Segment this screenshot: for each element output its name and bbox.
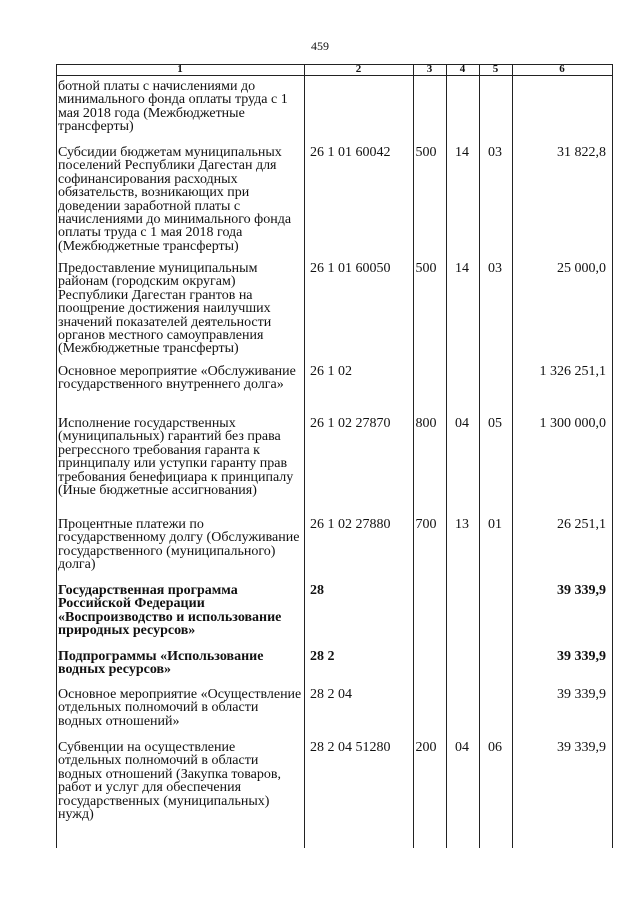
row-name: Основное мероприятие «Осуществление отдельных полномочий в области водных отношений» <box>58 687 302 729</box>
row-amount: 31 822,8 <box>557 145 606 160</box>
column-divider <box>413 64 414 848</box>
row-c3: 200 <box>415 740 437 755</box>
row-c4: 04 <box>455 740 469 755</box>
column-divider <box>512 64 513 848</box>
column-divider <box>446 64 447 848</box>
row-amount: 1 326 251,1 <box>539 364 606 379</box>
page-number: 459 <box>311 39 329 53</box>
row-name: Государственная программа Российской Федерации «Воспроизводство и использование природных ресурсов» <box>58 583 282 639</box>
row-name: Исполнение государственных (муниципальных) гарантий без права регрессного требования гаранта к принципалу или уступки гаранту прав требования бенефициара к принципалу (Иные бюджетные ассигнования) <box>58 416 294 499</box>
column-divider <box>304 64 305 848</box>
row-code: 28 2 <box>310 649 335 664</box>
column-divider <box>56 64 57 848</box>
row-c4: 14 <box>455 145 469 160</box>
row-name: ботной платы с начислениями до минимального фонда оплаты труда с 1 мая 2018 года (Межбюджетные трансферты) <box>58 79 288 135</box>
row-c5: 06 <box>488 740 502 755</box>
row-c4: 14 <box>455 261 469 276</box>
row-code: 26 1 02 27880 <box>310 517 391 532</box>
row-code: 26 1 02 27870 <box>310 416 391 431</box>
row-c5: 03 <box>488 261 502 276</box>
row-c3: 500 <box>415 261 437 276</box>
header-col-4: 4 <box>459 63 466 75</box>
row-name: Субсидии бюджетам муниципальных поселений Республики Дагестан для софинансирования расходных обязательств, возникающих при доведении заработной платы с начислениями до минимального фонда оплаты труда с 1 мая 2018 года (Межбюджетные трансферты) <box>58 145 292 254</box>
row-code: 26 1 01 60042 <box>310 145 391 160</box>
row-c5: 01 <box>488 517 502 532</box>
row-code: 26 1 02 <box>310 364 352 379</box>
row-c3: 700 <box>415 517 437 532</box>
header-col-6: 6 <box>559 63 565 75</box>
row-amount: 25 000,0 <box>557 261 606 276</box>
row-amount: 39 339,9 <box>557 687 606 702</box>
row-amount: 1 300 000,0 <box>539 416 606 431</box>
row-code: 28 2 04 51280 <box>310 740 391 755</box>
row-amount: 39 339,9 <box>557 740 606 755</box>
row-amount: 39 339,9 <box>557 583 606 598</box>
row-code: 26 1 01 60050 <box>310 261 391 276</box>
column-divider <box>479 64 480 848</box>
header-bottom-border <box>56 75 612 76</box>
row-name: Основное мероприятие «Обслуживание государственного внутреннего долга» <box>58 364 296 393</box>
row-c4: 13 <box>455 517 469 532</box>
row-code: 28 <box>310 583 324 598</box>
row-amount: 26 251,1 <box>557 517 606 532</box>
row-c4: 04 <box>455 416 469 431</box>
header-col-5: 5 <box>492 63 499 75</box>
row-name: Субвенции на осуществление отдельных полномочий в области водных отношений (Закупка товаров, работ и услуг для обеспечения государственных (муниципальных) нужд) <box>58 740 282 823</box>
row-name: Подпрограммы «Использование водных ресурсов» <box>58 649 264 678</box>
row-amount: 39 339,9 <box>557 649 606 664</box>
row-c3: 500 <box>415 145 437 160</box>
header-col-1: 1 <box>177 63 183 75</box>
row-name: Предоставление муниципальным районам (городским округам) Республики Дагестан грантов на поощрение достижения наилучших значений показателей деятельности органов местного самоуправления (Межбюджетные трансферты) <box>58 261 272 357</box>
row-c5: 05 <box>488 416 502 431</box>
row-c5: 03 <box>488 145 502 160</box>
column-divider <box>612 64 613 848</box>
row-c3: 800 <box>415 416 437 431</box>
header-col-3: 3 <box>426 63 433 75</box>
row-code: 28 2 04 <box>310 687 352 702</box>
header-col-2: 2 <box>355 63 362 75</box>
row-name: Процентные платежи по государственному долгу (Обслуживание государственного (муниципального) долга) <box>58 517 300 573</box>
